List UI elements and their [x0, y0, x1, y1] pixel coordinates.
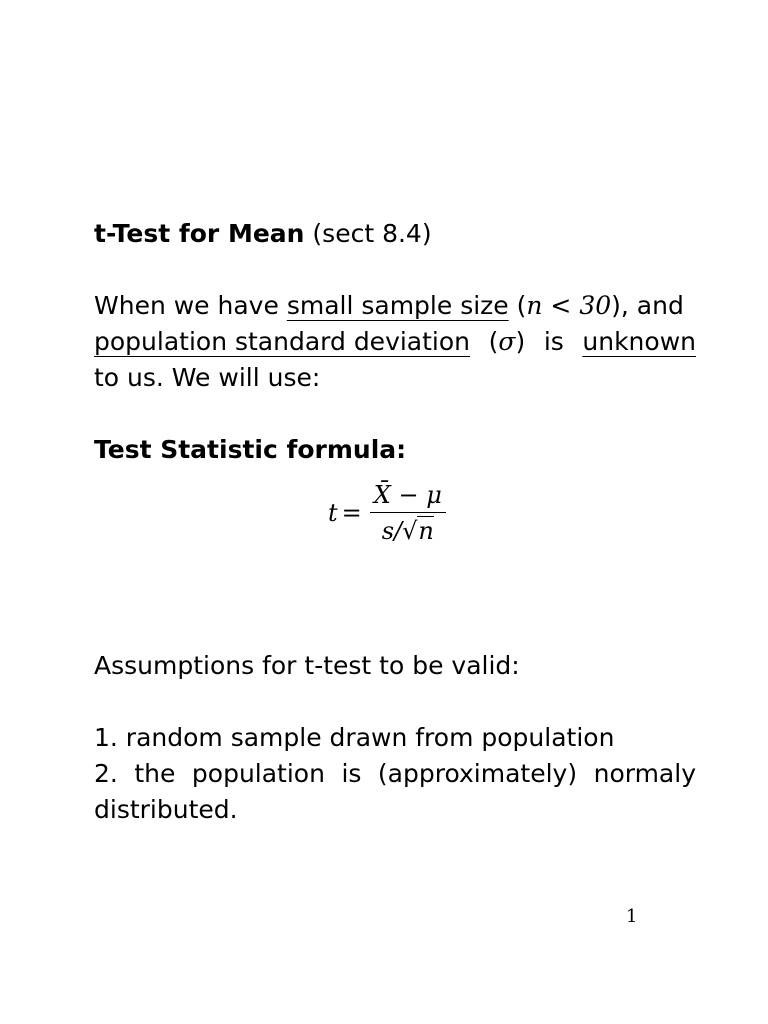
sigma-paren [489, 324, 526, 360]
denominator-s: s/ [381, 517, 403, 545]
formula-denominator [382, 513, 434, 545]
assumption-item-2 [94, 756, 696, 792]
title-section: (sect 8.4) [304, 219, 432, 248]
intro-text: When we have [94, 291, 287, 320]
sqrt-argument: n [418, 517, 434, 545]
sigma-symbol: σ [498, 327, 516, 356]
intro-line-3: to us. We will use: [94, 363, 321, 392]
assumption-item-2-continued: distributed. [94, 795, 238, 824]
t-statistic-formula [328, 478, 446, 548]
test-statistic-heading: Test Statistic formula: [94, 435, 407, 464]
paren-close: ) [515, 327, 526, 356]
assumption-item-1: 1. random sample drawn from population [94, 723, 615, 752]
assumptions-heading: Assumptions for t-test to be valid: [94, 651, 520, 680]
formula-fraction [370, 481, 446, 545]
assumption-item-2-text: 2. the population is (approximately) normaly [94, 759, 696, 788]
unknown-term: unknown [582, 327, 696, 356]
small-sample-size-term: small sample size [286, 291, 509, 320]
is-word: is [543, 327, 564, 356]
intro-line-1 [94, 288, 696, 324]
formula-lhs: t [328, 499, 338, 527]
page-title [94, 216, 696, 252]
population-sd-term: population standard deviation [94, 327, 471, 356]
sample-size-condition: n < 30 [526, 291, 612, 320]
formula-equals: = [341, 499, 362, 527]
title-bold: t-Test for Mean [94, 219, 305, 248]
page-number: 1 [626, 906, 638, 927]
formula-numerator: X̄ − μ [370, 481, 446, 513]
intro-text-end: ), and [611, 291, 684, 320]
paren-open: ( [488, 327, 499, 356]
intro-line-2 [94, 324, 696, 360]
paren-open: ( [508, 291, 527, 320]
sqrt-symbol: √ [402, 517, 418, 545]
